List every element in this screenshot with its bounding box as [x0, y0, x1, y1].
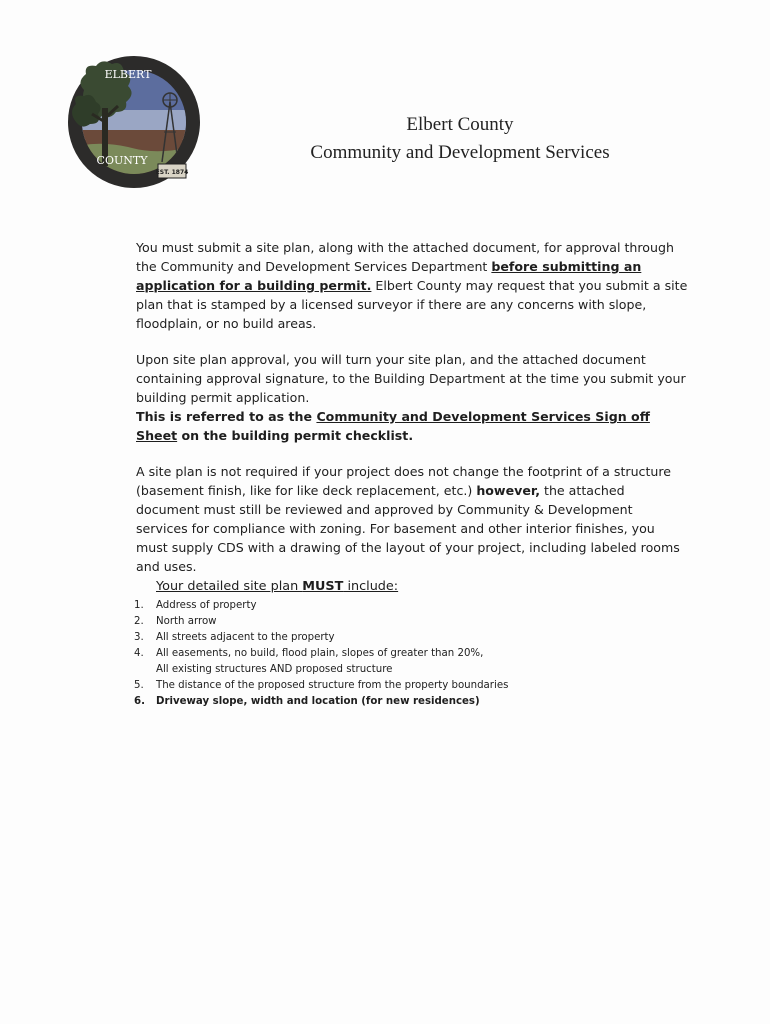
list-item-text: North arrow: [156, 616, 217, 627]
checklist-title-text: Your detailed site plan: [156, 579, 303, 594]
paragraph-text: the attached document must still be reviewed and approved by Community & Development services for compliance with zoning. For basement and other interior finishes, you must supply CDS with a drawing of the layout of your project, including labeled rooms and uses.: [136, 483, 680, 574]
paragraph-bold-text: on the building permit checklist.: [177, 428, 414, 443]
heading-department: Community and Development Services: [310, 142, 610, 163]
elbert-county-logo: [62, 52, 202, 192]
list-item-text: Address of property: [156, 600, 257, 611]
logo-top-text: ELBERT: [104, 68, 152, 81]
paragraph-text: You must submit a site plan, along with the attached document, for approval through the Community and Development Services Department: [136, 240, 674, 274]
paragraph-bold-text: This is referred to as the: [136, 409, 317, 424]
list-item-text: All easements, no build, flood plain, slopes of greater than 20%,: [156, 648, 484, 659]
list-item: [134, 646, 554, 678]
list-item: [134, 630, 554, 646]
list-item: [134, 614, 554, 630]
list-item: [134, 598, 554, 614]
before-submitting-emphasis: before submitting an application for a building permit.: [136, 259, 642, 293]
list-item-text: All streets adjacent to the property: [156, 632, 335, 643]
paragraph-text: Elbert County may request that you submit a site plan that is stamped by a licensed surveyor if there are any concerns with slope, floodplain, or no build areas.: [136, 278, 688, 331]
logo-seal-icon: [62, 52, 202, 192]
paragraph-text: Upon site plan approval, you will turn your site plan, and the attached document containing approval signature, to the Building Department at the time you submit your building permit application.: [136, 352, 686, 405]
sign-off-sheet-emphasis: Community and Development Services Sign off Sheet: [136, 409, 650, 443]
paragraph-approval-process: [136, 350, 688, 445]
paragraph-site-plan-requirement: [136, 238, 688, 333]
checklist-title-text: include:: [343, 579, 399, 594]
checklist-title: [156, 578, 554, 596]
list-item: [134, 694, 554, 710]
list-item-subtext: All existing structures AND proposed structure: [156, 664, 393, 675]
list-item-text: Driveway slope, width and location (for new residences): [156, 696, 480, 707]
site-plan-checklist: [134, 578, 554, 710]
list-item-number: 4.: [134, 648, 144, 659]
paragraph-text: A site plan is not required if your project does not change the footprint of a structure (basement finish, like for like deck replacement, etc.): [136, 464, 672, 498]
list-item-number: 1.: [134, 600, 144, 611]
page-heading: [200, 113, 720, 165]
list-item-number: 6.: [134, 696, 145, 707]
list-item-text: The distance of the proposed structure from the property boundaries: [156, 680, 509, 691]
logo-bottom-text: COUNTY: [96, 154, 148, 167]
list-item-number: 2.: [134, 616, 144, 627]
document-body: [136, 238, 688, 593]
paragraph-exemptions: [136, 462, 688, 576]
however-emphasis: however,: [476, 483, 540, 498]
heading-county: Elbert County: [406, 114, 514, 135]
logo-badge-text: EST. 1874: [155, 169, 189, 176]
checklist-title-must: MUST: [302, 579, 344, 594]
list-item-number: 5.: [134, 680, 144, 691]
checklist-items: [134, 598, 554, 710]
list-item-number: 3.: [134, 632, 144, 643]
list-item: [134, 678, 554, 694]
